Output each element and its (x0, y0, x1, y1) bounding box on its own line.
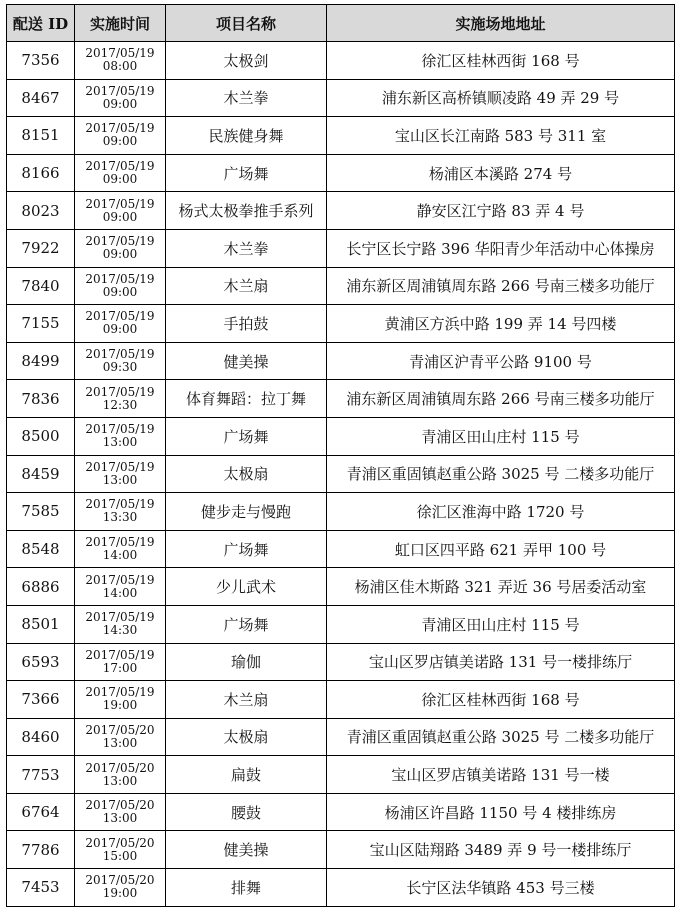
table-row (7, 305, 675, 343)
delivery-id-cell: 8499 (7, 342, 75, 380)
project-cell: 木兰扇 (166, 267, 327, 305)
clock-text: 08:00 (102, 59, 138, 74)
table-row (7, 643, 675, 681)
address-cell: 宝山区长江南路 583 号 311 室 (327, 117, 675, 155)
clock-text: 09:00 (102, 96, 138, 111)
clock-text: 19:00 (102, 698, 138, 713)
time-cell (75, 530, 166, 568)
date-text: 2017/05/19 (85, 121, 155, 136)
time-cell (75, 643, 166, 681)
delivery-id-cell: 8548 (7, 530, 75, 568)
time-cell (75, 681, 166, 719)
date-text: 2017/05/19 (85, 685, 155, 700)
clock-text: 09:00 (102, 172, 138, 187)
address-cell: 浦东新区周浦镇周东路 266 号南三楼多功能厅 (327, 380, 675, 418)
table-row (7, 192, 675, 230)
header-address: 实施场地地址 (327, 5, 675, 42)
table-row (7, 79, 675, 117)
clock-text: 13:00 (102, 811, 138, 826)
date-text: 2017/05/19 (85, 234, 155, 249)
time-cell (75, 154, 166, 192)
table-row (7, 342, 675, 380)
project-cell: 太极扇 (166, 455, 327, 493)
table-row (7, 793, 675, 831)
clock-text: 09:00 (102, 134, 138, 149)
table-row (7, 605, 675, 643)
clock-text: 09:00 (102, 284, 138, 299)
delivery-id-cell: 7356 (7, 42, 75, 80)
delivery-id-cell: 8459 (7, 455, 75, 493)
time-cell (75, 793, 166, 831)
address-cell: 杨浦区本溪路 274 号 (327, 154, 675, 192)
time-cell (75, 267, 166, 305)
project-cell: 瑜伽 (166, 643, 327, 681)
schedule-table (6, 4, 675, 907)
address-cell: 青浦区沪青平公路 9100 号 (327, 342, 675, 380)
clock-text: 12:30 (102, 397, 138, 412)
clock-text: 09:00 (102, 209, 138, 224)
delivery-id-cell: 8467 (7, 79, 75, 117)
table-row (7, 869, 675, 907)
time-cell (75, 380, 166, 418)
time-cell (75, 417, 166, 455)
table-row (7, 681, 675, 719)
address-cell: 宝山区罗店镇美诺路 131 号一楼排练厅 (327, 643, 675, 681)
clock-text: 15:00 (102, 848, 138, 863)
table-row (7, 718, 675, 756)
project-cell: 少儿武术 (166, 568, 327, 606)
address-cell: 黄浦区方浜中路 199 弄 14 号四楼 (327, 305, 675, 343)
date-text: 2017/05/20 (85, 760, 155, 775)
date-text: 2017/05/19 (85, 459, 155, 474)
address-cell: 青浦区重固镇赵重公路 3025 号 二楼多功能厅 (327, 455, 675, 493)
time-cell (75, 117, 166, 155)
clock-text: 17:00 (102, 660, 138, 675)
project-cell: 广场舞 (166, 530, 327, 568)
delivery-id-cell: 7786 (7, 831, 75, 869)
address-cell: 浦东新区高桥镇顺凌路 49 弄 29 号 (327, 79, 675, 117)
delivery-id-cell: 8023 (7, 192, 75, 230)
time-cell (75, 192, 166, 230)
address-cell: 徐汇区桂林西街 168 号 (327, 42, 675, 80)
delivery-id-cell: 8151 (7, 117, 75, 155)
date-text: 2017/05/20 (85, 835, 155, 850)
delivery-id-cell: 7453 (7, 869, 75, 907)
table-row (7, 267, 675, 305)
header-time: 实施时间 (75, 5, 166, 42)
address-cell: 徐汇区淮海中路 1720 号 (327, 493, 675, 531)
project-cell: 广场舞 (166, 605, 327, 643)
address-cell: 宝山区陆翔路 3489 弄 9 号一楼排练厅 (327, 831, 675, 869)
time-cell (75, 756, 166, 794)
delivery-id-cell: 6764 (7, 793, 75, 831)
date-text: 2017/05/19 (85, 422, 155, 437)
date-text: 2017/05/19 (85, 384, 155, 399)
table-row (7, 229, 675, 267)
address-cell: 杨浦区佳木斯路 321 弄近 36 号居委活动室 (327, 568, 675, 606)
delivery-id-cell: 6886 (7, 568, 75, 606)
delivery-id-cell: 7753 (7, 756, 75, 794)
date-text: 2017/05/19 (85, 83, 155, 98)
delivery-id-cell: 7840 (7, 267, 75, 305)
delivery-id-cell: 6593 (7, 643, 75, 681)
address-cell: 宝山区罗店镇美诺路 131 号一楼 (327, 756, 675, 794)
clock-text: 13:00 (102, 735, 138, 750)
clock-text: 19:00 (102, 886, 138, 901)
date-text: 2017/05/19 (85, 497, 155, 512)
project-cell: 木兰扇 (166, 681, 327, 719)
project-cell: 健步走与慢跑 (166, 493, 327, 531)
date-text: 2017/05/19 (85, 535, 155, 550)
project-cell: 手拍鼓 (166, 305, 327, 343)
table-row (7, 417, 675, 455)
date-text: 2017/05/19 (85, 196, 155, 211)
date-text: 2017/05/19 (85, 271, 155, 286)
time-cell (75, 305, 166, 343)
table-row (7, 42, 675, 80)
date-text: 2017/05/20 (85, 873, 155, 888)
delivery-id-cell: 8166 (7, 154, 75, 192)
project-cell: 木兰拳 (166, 79, 327, 117)
address-cell: 徐汇区桂林西街 168 号 (327, 681, 675, 719)
address-cell: 杨浦区许昌路 1150 号 4 楼排练房 (327, 793, 675, 831)
date-text: 2017/05/20 (85, 722, 155, 737)
date-text: 2017/05/19 (85, 46, 155, 61)
date-text: 2017/05/20 (85, 798, 155, 813)
address-cell: 长宁区长宁路 396 华阳青少年活动中心体操房 (327, 229, 675, 267)
header-delivery-id: 配送 ID (7, 5, 75, 42)
address-cell: 静安区江宁路 83 弄 4 号 (327, 192, 675, 230)
clock-text: 09:30 (102, 360, 138, 375)
delivery-id-cell: 7585 (7, 493, 75, 531)
project-cell: 杨式太极拳推手系列 (166, 192, 327, 230)
project-cell: 木兰拳 (166, 229, 327, 267)
address-cell: 青浦区重固镇赵重公路 3025 号 二楼多功能厅 (327, 718, 675, 756)
delivery-id-cell: 8500 (7, 417, 75, 455)
delivery-id-cell: 7922 (7, 229, 75, 267)
delivery-id-cell: 7836 (7, 380, 75, 418)
time-cell (75, 831, 166, 869)
project-cell: 健美操 (166, 831, 327, 869)
date-text: 2017/05/19 (85, 347, 155, 362)
clock-text: 13:00 (102, 435, 138, 450)
project-cell: 排舞 (166, 869, 327, 907)
header-row (7, 5, 675, 42)
table-row (7, 154, 675, 192)
table-row (7, 831, 675, 869)
project-cell: 扁鼓 (166, 756, 327, 794)
time-cell (75, 455, 166, 493)
project-cell: 健美操 (166, 342, 327, 380)
table-row (7, 380, 675, 418)
delivery-id-cell: 7366 (7, 681, 75, 719)
date-text: 2017/05/19 (85, 647, 155, 662)
time-cell (75, 869, 166, 907)
time-cell (75, 342, 166, 380)
table-row (7, 455, 675, 493)
delivery-id-cell: 7155 (7, 305, 75, 343)
clock-text: 13:00 (102, 472, 138, 487)
clock-text: 09:00 (102, 322, 138, 337)
address-cell: 青浦区田山庄村 115 号 (327, 605, 675, 643)
table-row (7, 568, 675, 606)
time-cell (75, 718, 166, 756)
header-project: 项目名称 (166, 5, 327, 42)
clock-text: 13:00 (102, 773, 138, 788)
date-text: 2017/05/19 (85, 610, 155, 625)
table-row (7, 493, 675, 531)
project-cell: 太极扇 (166, 718, 327, 756)
time-cell (75, 493, 166, 531)
date-text: 2017/05/19 (85, 159, 155, 174)
delivery-id-cell: 8501 (7, 605, 75, 643)
clock-text: 14:30 (102, 623, 138, 638)
date-text: 2017/05/19 (85, 572, 155, 587)
clock-text: 14:00 (102, 548, 138, 563)
table-row (7, 117, 675, 155)
table-row (7, 530, 675, 568)
time-cell (75, 568, 166, 606)
clock-text: 14:00 (102, 585, 138, 600)
delivery-id-cell: 8460 (7, 718, 75, 756)
time-cell (75, 229, 166, 267)
clock-text: 13:30 (102, 510, 138, 525)
project-cell: 腰鼓 (166, 793, 327, 831)
project-cell: 广场舞 (166, 154, 327, 192)
date-text: 2017/05/19 (85, 309, 155, 324)
project-cell: 体育舞蹈：拉丁舞 (166, 380, 327, 418)
time-cell (75, 79, 166, 117)
project-cell: 太极剑 (166, 42, 327, 80)
address-cell: 虹口区四平路 621 弄甲 100 号 (327, 530, 675, 568)
address-cell: 浦东新区周浦镇周东路 266 号南三楼多功能厅 (327, 267, 675, 305)
address-cell: 青浦区田山庄村 115 号 (327, 417, 675, 455)
time-cell (75, 605, 166, 643)
project-cell: 民族健身舞 (166, 117, 327, 155)
time-cell (75, 42, 166, 80)
table-row (7, 756, 675, 794)
address-cell: 长宁区法华镇路 453 号三楼 (327, 869, 675, 907)
project-cell: 广场舞 (166, 417, 327, 455)
clock-text: 09:00 (102, 247, 138, 262)
